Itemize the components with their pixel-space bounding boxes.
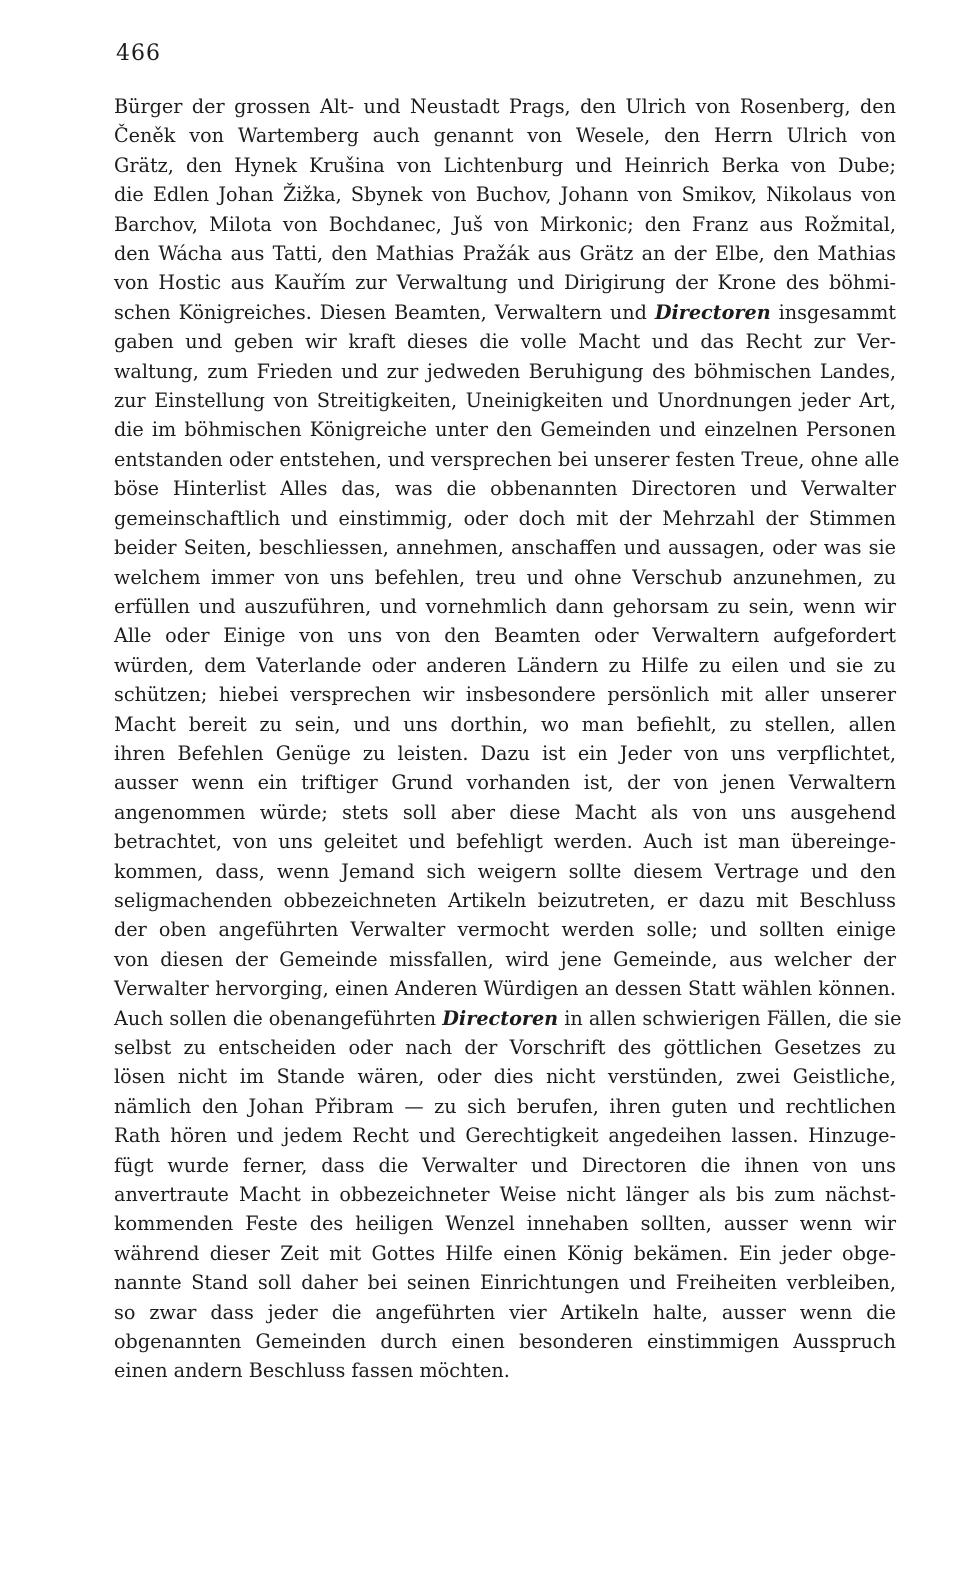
text-segment: würden, dem Vaterlande oder anderen Ländern zu Hilfe zu eilen und sie zu xyxy=(114,653,896,677)
text-segment: obgenannten Gemeinden durch einen besonderen einstimmigen Ausspruch xyxy=(114,1330,896,1354)
text-segment: Barchov, Milota von Bochdanec, Juš von Mirkonic; den Franz aus Rožmital, xyxy=(114,212,896,236)
emphasized-text: Directoren xyxy=(654,300,771,324)
text-segment: einen andern Beschluss fassen möchten. xyxy=(114,1359,510,1383)
text-line xyxy=(114,1209,896,1238)
text-segment: betrachtet, von uns geleitet und befehligt werden. Auch ist man übereinge- xyxy=(114,830,896,854)
text-line xyxy=(114,680,896,709)
text-segment: kommenden Feste des heiligen Wenzel innehaben sollten, ausser wenn wir xyxy=(114,1212,896,1236)
text-line xyxy=(114,563,896,592)
text-segment: schützen; hiebei versprechen wir insbesondere persönlich mit aller unserer xyxy=(114,683,896,707)
text-segment: waltung, zum Frieden und zur jedweden Beruhigung des böhmischen Landes, xyxy=(114,359,896,383)
text-segment: böse Hinterlist Alles das, was die obbenannten Directoren und Verwalter xyxy=(114,477,896,501)
text-line xyxy=(114,357,896,386)
text-line xyxy=(114,886,896,915)
text-line xyxy=(114,386,896,415)
text-segment: angenommen würde; stets soll aber diese Macht als von uns ausgehend xyxy=(114,800,896,824)
text-line xyxy=(114,1356,896,1385)
text-segment: von diesen der Gemeinde missfallen, wird jene Gemeinde, aus welcher der xyxy=(114,947,896,971)
text-segment: entstanden oder entstehen, und versprechen bei unserer festen Treue, ohne alle xyxy=(114,447,900,471)
text-segment: die im böhmischen Königreiche unter den Gemeinden und einzelnen Personen xyxy=(114,418,896,442)
text-segment: beider Seiten, beschliessen, annehmen, anschaffen und aussagen, oder was sie xyxy=(114,536,896,560)
body-text xyxy=(114,92,902,1386)
text-line xyxy=(114,592,896,621)
emphasized-text: Directoren xyxy=(442,1006,559,1030)
text-segment: in allen schwierigen Fällen, die sie xyxy=(558,1006,902,1030)
text-segment: so zwar dass jeder die angeführten vier Artikeln halte, ausser wenn die xyxy=(114,1300,896,1324)
text-line xyxy=(114,1004,902,1033)
text-segment: ausser wenn ein triftiger Grund vorhanden ist, der von jenen Verwaltern xyxy=(114,771,896,795)
text-segment: schen Königreiches. Diesen Beamten, Verwaltern und xyxy=(114,300,655,324)
text-line xyxy=(114,974,896,1003)
text-segment: Macht bereit zu sein, und uns dorthin, wo man befiehlt, zu stellen, allen xyxy=(114,712,896,736)
text-line xyxy=(114,621,896,650)
text-line xyxy=(114,651,896,680)
text-line xyxy=(114,739,896,768)
text-line xyxy=(114,857,896,886)
text-segment: kommen, dass, wenn Jemand sich weigern sollte diesem Vertrage und den xyxy=(114,859,896,883)
text-segment: welchem immer von uns befehlen, treu und ohne Verschub anzunehmen, zu xyxy=(114,565,896,589)
text-line xyxy=(114,151,896,180)
text-segment: selbst zu entscheiden oder nach der Vorschrift des göttlichen Gesetzes zu xyxy=(114,1036,896,1059)
text-line xyxy=(114,504,896,533)
text-line xyxy=(114,798,896,827)
text-segment: zur Einstellung von Streitigkeiten, Uneinigkeiten und Unordnungen jeder Art, xyxy=(114,389,896,413)
page-number: 466 xyxy=(116,41,161,66)
text-segment: Rath hören und jedem Recht und Gerechtigkeit angedeihen lassen. Hinzuge- xyxy=(114,1124,896,1148)
text-line xyxy=(114,945,896,974)
text-line xyxy=(114,1092,896,1121)
text-line xyxy=(114,827,896,856)
text-line xyxy=(114,768,896,797)
text-segment: Bürger der grossen Alt- und Neustadt Prags, den Ulrich von Rosenberg, den xyxy=(114,95,896,118)
text-line xyxy=(114,180,896,209)
text-line xyxy=(114,445,900,474)
text-line xyxy=(114,915,896,944)
text-line xyxy=(114,474,896,503)
text-segment: fügt wurde ferner, dass die Verwalter und Directoren die ihnen von uns xyxy=(114,1153,896,1177)
text-line xyxy=(114,1062,896,1091)
text-segment: nämlich den Johan Přibram — zu sich berufen, ihren guten und rechtlichen xyxy=(114,1094,896,1118)
text-segment: gemeinschaftlich und einstimmig, oder doch mit der Mehrzahl der Stimmen xyxy=(114,506,896,530)
text-segment: erfüllen und auszuführen, und vornehmlich dann gehorsam zu sein, wenn wir xyxy=(114,594,896,618)
text-line xyxy=(114,210,896,239)
text-segment: Grätz, den Hynek Krušina von Lichtenburg und Heinrich Berka von Dube; xyxy=(114,153,896,177)
text-line xyxy=(114,121,896,150)
text-segment: insgesammt xyxy=(770,300,896,324)
text-line xyxy=(114,298,896,327)
text-line xyxy=(114,1327,896,1356)
text-line xyxy=(114,533,896,562)
text-segment: ihren Befehlen Genüge zu leisten. Dazu ist ein Jeder von uns verpflichtet, xyxy=(114,741,896,765)
text-segment: der oben angeführten Verwalter vermocht werden solle; und sollten einige xyxy=(114,918,896,942)
text-segment: anvertraute Macht in obbezeichneter Weise nicht länger als bis zum nächst- xyxy=(114,1183,896,1207)
text-segment: während dieser Zeit mit Gottes Hilfe einen König bekämen. Ein jeder obge- xyxy=(114,1241,896,1265)
text-segment: Auch sollen die obenangeführten xyxy=(114,1006,443,1030)
text-segment: gaben und geben wir kraft dieses die volle Macht und das Recht zur Ver- xyxy=(114,330,896,354)
text-segment: nannte Stand soll daher bei seinen Einrichtungen und Freiheiten verbleiben, xyxy=(114,1271,896,1295)
text-segment: lösen nicht im Stande wären, oder dies nicht verstünden, zwei Geistliche, xyxy=(114,1065,896,1089)
text-segment: Verwalter hervorging, einen Anderen Würdigen an dessen Statt wählen können. xyxy=(114,977,896,1001)
text-line xyxy=(114,1268,896,1297)
text-line xyxy=(114,1151,896,1180)
text-line xyxy=(114,1180,896,1209)
text-segment: seligmachenden obbezeichneten Artikeln beizutreten, er dazu mit Beschluss xyxy=(114,888,896,912)
text-line xyxy=(114,1239,896,1268)
text-segment: von Hostic aus Kauřím zur Verwaltung und Dirigirung der Krone des böhmi- xyxy=(114,271,896,295)
text-segment: Čeněk von Wartemberg auch genannt von Wesele, den Herrn Ulrich von xyxy=(114,124,896,148)
text-line xyxy=(114,1298,896,1327)
text-line xyxy=(114,415,896,444)
text-segment: den Wácha aus Tatti, den Mathias Pražák aus Grätz an der Elbe, den Mathias xyxy=(114,242,896,266)
text-line xyxy=(114,327,896,356)
text-line xyxy=(114,1121,896,1150)
text-line xyxy=(114,268,896,297)
text-line xyxy=(114,239,896,268)
text-segment: die Edlen Johan Žižka, Sbynek von Buchov, Johann von Smikov, Nikolaus von xyxy=(114,183,896,207)
text-line xyxy=(114,710,896,739)
text-segment: Alle oder Einige von uns von den Beamten oder Verwaltern aufgefordert xyxy=(114,624,896,648)
text-line xyxy=(114,1033,896,1062)
text-line xyxy=(114,92,896,121)
